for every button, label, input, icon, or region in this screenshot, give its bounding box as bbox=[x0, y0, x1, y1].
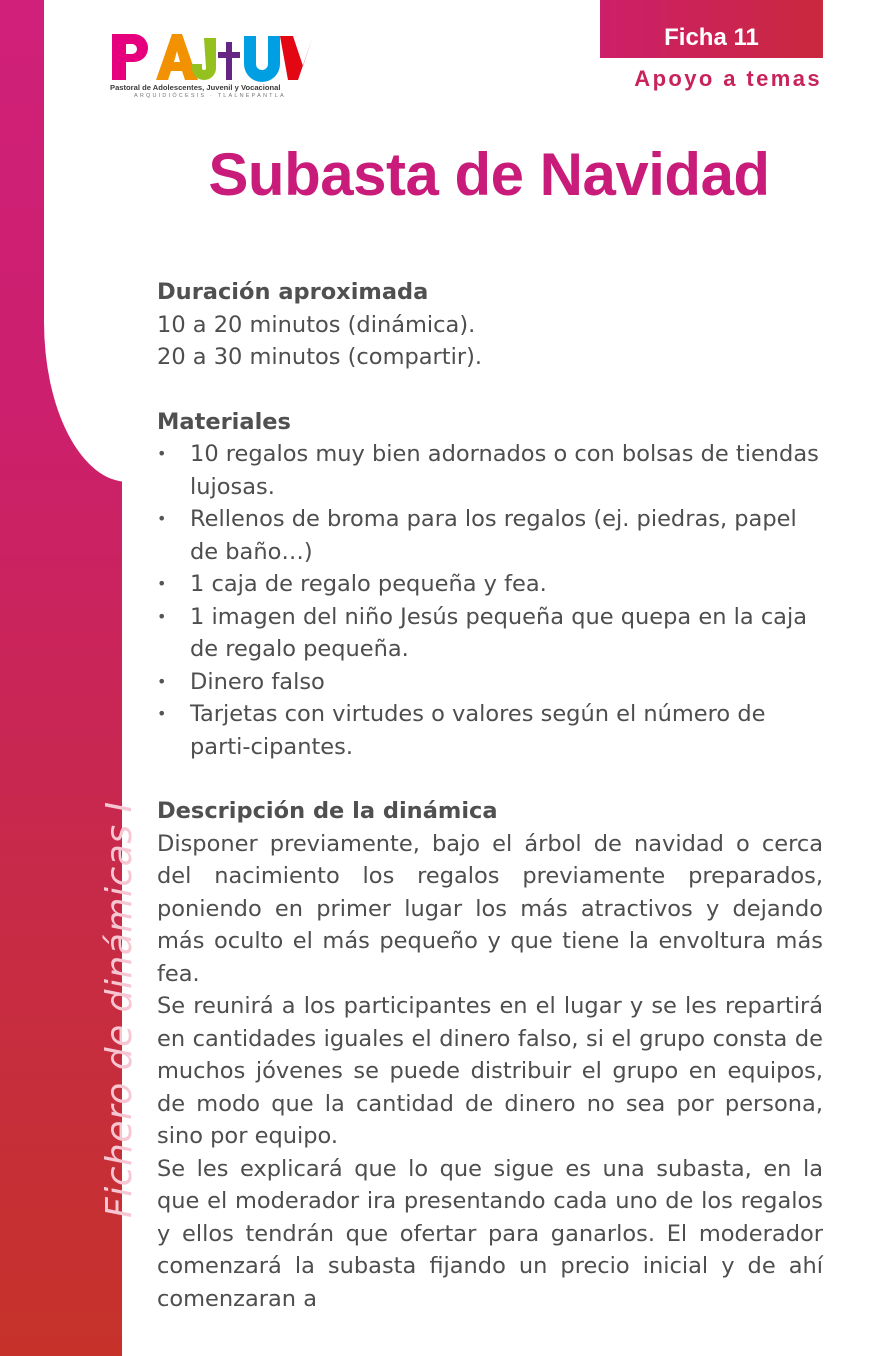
bullet-icon: • bbox=[157, 509, 167, 528]
pajuv-logo bbox=[108, 28, 313, 100]
sidebar-band bbox=[0, 0, 140, 1356]
ficha-number: Ficha 11 bbox=[664, 24, 759, 51]
list-item bbox=[157, 601, 823, 666]
description-paragraph: Se reunirá a los participantes en el lugar y se les repartirá en cantidades iguales el dinero falso, si el grupo consta de muchos jóvenes se puede distribuir el grupo en equipos, de modo que la cantidad de dinero no sea por persona, sino por equipo. bbox=[157, 993, 823, 1149]
logo-subtitle: ARQUIDIÓCESIS · TLALNEPANTLA bbox=[134, 93, 286, 99]
duration-line: 20 a 30 minutos (compartir). bbox=[157, 344, 483, 370]
list-item-text: 1 caja de regalo pequeña y fea. bbox=[190, 571, 547, 597]
list-item-text: 10 regalos muy bien adornados o con bolsas de tiendas lujosas. bbox=[190, 441, 819, 500]
list-item-text: Dinero falso bbox=[190, 668, 325, 695]
list-item bbox=[157, 568, 823, 601]
page-title: Subasta de Navidad bbox=[208, 141, 770, 208]
duration-line: 10 a 20 minutos (dinámica). bbox=[157, 311, 476, 338]
spacer bbox=[157, 374, 823, 406]
duration-heading: Duración aproximada bbox=[157, 279, 429, 305]
bullet-icon: • bbox=[157, 444, 167, 463]
pajuv-logo-mark bbox=[108, 28, 313, 84]
ficha-tab bbox=[600, 0, 823, 58]
list-item-text: 1 imagen del niño Jesús pequeña que quepa en la caja de regalo pequeña. bbox=[190, 603, 808, 662]
list-item bbox=[157, 698, 823, 763]
bullet-icon: • bbox=[157, 671, 167, 691]
logo-tagline: Pastoral de Adolescentes, Juvenil y Vocacional bbox=[110, 83, 281, 92]
bullet-icon: • bbox=[157, 704, 167, 723]
section-label: Apoyo a temas bbox=[634, 66, 822, 91]
materials-list bbox=[157, 438, 823, 763]
list-item bbox=[157, 666, 823, 699]
description-heading: Descripción de la dinámica bbox=[157, 798, 498, 824]
list-item-text: Rellenos de broma para los regalos (ej. piedras, papel de baño…) bbox=[190, 506, 797, 565]
list-item bbox=[157, 438, 823, 503]
list-item-text: Tarjetas con virtudes o valores según el número de parti-cipantes. bbox=[190, 701, 766, 760]
bullet-icon: • bbox=[157, 574, 167, 593]
list-item bbox=[157, 503, 823, 568]
description-paragraph: Disponer previamente, bajo el árbol de navidad o cerca del nacimiento los regalos previamente preparados, poniendo en primer lugar los más atractivos y dejando más oculto el más pequeño y que tiene la envoltura más fea. bbox=[157, 830, 823, 987]
description-paragraph: Se les explicará que lo que sigue es una subasta, en la que el moderador ira presentando cada uno de los regalos y ellos tendrán que ofertar para ganarlos. El moderador comenzará la subasta fijando un precio inicial y de ahí comenzaran a bbox=[157, 1155, 823, 1312]
main-content bbox=[157, 276, 823, 1315]
sidebar-label: Fichero de dinámicas I bbox=[99, 801, 140, 1218]
bullet-icon: • bbox=[157, 606, 167, 626]
spacer bbox=[157, 763, 823, 795]
materials-heading: Materiales bbox=[157, 408, 291, 435]
